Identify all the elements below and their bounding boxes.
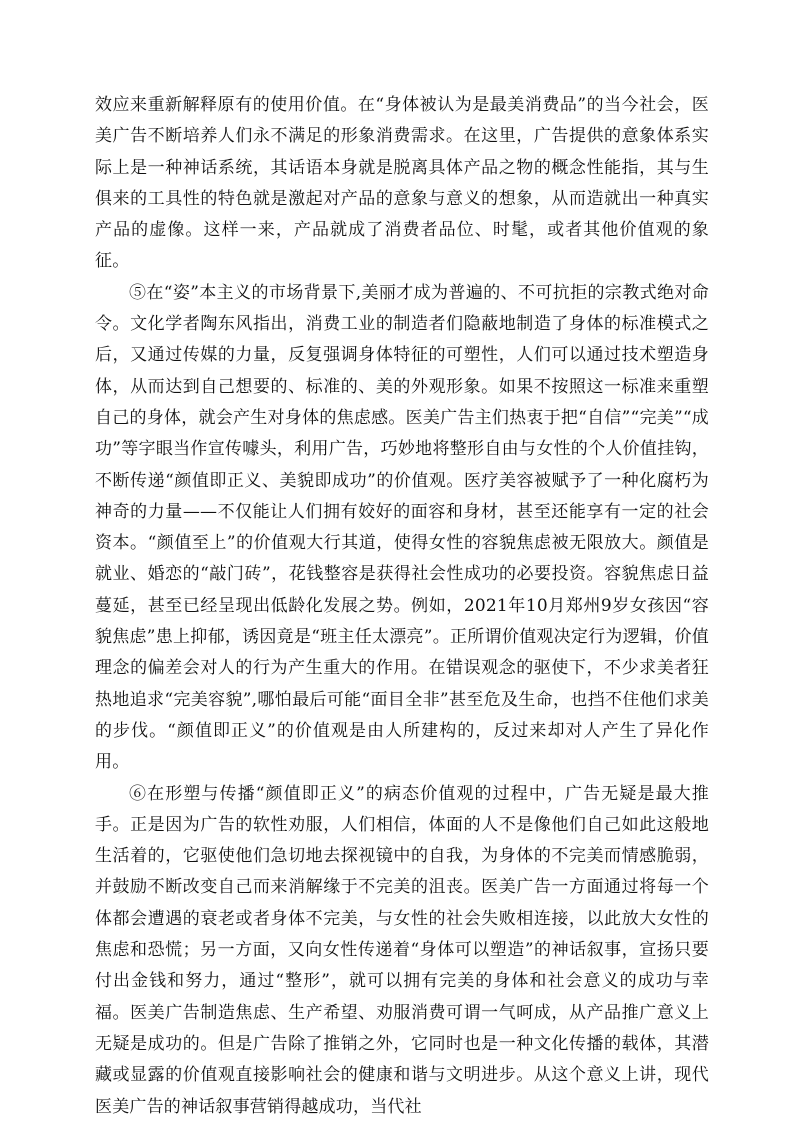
paragraph-5: ⑤在“姿”本主义的市场背景下,美丽才成为普遍的、不可抗拒的宗教式绝对命令。文化学者陶东风指出，消费工业的制造者们隐蔽地制造了身体的标准模式之后，又通过传媒的力量，反复强调身体特征的可塑性，人们可以通过技术塑造身体，从而达到自己想要的、标准的、美的外观形象。如果不按照这一标准来重塑自己的身体，就会产生对身体的焦虑感。医美广告主们热衷于把“自信”“完美”“成功”等字眼当作宣传噱头，利用广告，巧妙地将整形自由与女性的个人价值挂钩，不断传递“颜值即正义、美貌即成功”的价值观。医疗美容被赋予了一种化腐朽为神奇的力量——不仅能让人们拥有姣好的面容和身材，甚至还能享有一定的社会资本。“颜值至上”的价值观大行其道，使得女性的容貌焦虑被无限放大。颜值是就业、婚恋的“敲门砖”，花钱整容是获得社会性成功的必要投资。容貌焦虑日益蔓延，甚至已经呈现出低龄化发展之势。例如，2021年10月郑州9岁女孩因“容貌焦虑”患上抑郁，诱因竟是“班主任太漂亮”。正所谓价值观决定行为逻辑，价值理念的偏差会对人的行为产生重大的作用。在错误观念的驱使下，不少求美者狂热地追求“完美容貌”,哪怕最后可能“面目全非”甚至危及生命，也挡不住他们求美的步伐。“颜值即正义”的价值观是由人所建构的，反过来却对人产生了异化作用。 (95, 282, 709, 773)
article-body (95, 90, 709, 1123)
paragraph-continuation: 效应来重新解释原有的使用价值。在“身体被认为是最美消费品”的当今社会，医美广告不断培养人们永不满足的形象消费需求。在这里，广告提供的意象体系实际上是一种神话系统，其话语本身就是脱离具体产品之物的概念性能指，其与生俱来的工具性的特色就是激起对产品的意象与意义的想象，从而造就出一种真实产品的虚像。这样一来，产品就成了消费者品位、时髦，或者其他价值观的象征。 (95, 95, 709, 272)
paragraph-6: ⑥在形塑与传播“颜值即正义”的病态价值观的过程中，广告无疑是最大推手。正是因为广告的软性劝服，人们相信，体面的人不是像他们自己如此这般地生活着的，它驱使他们急切地去探视镜中的自我，为身体的不完美而情感脆弱，并鼓励不断改变自己而来消解缘于不完美的沮丧。医美广告一方面通过将每一个体都会遭遇的衰老或者身体不完美，与女性的社会失败相连接，以此放大女性的焦虑和恐慌；另一方面，又向女性传递着“身体可以塑造”的神话叙事，宣扬只要付出金钱和努力，通过“整形”，就可以拥有完美的身体和社会意义的成功与幸福。医美广告制造焦虑、生产希望、劝服消费可谓一气呵成，从产品推广意义上无疑是成功的。但是广告除了推销之外，它同时也是一种文化传播的载体，其潜藏或显露的价值观直接影响社会的健康和谐与文明进步。从这个意义上讲，现代医美广告的神话叙事营销得越成功，当代社 (95, 783, 709, 1117)
